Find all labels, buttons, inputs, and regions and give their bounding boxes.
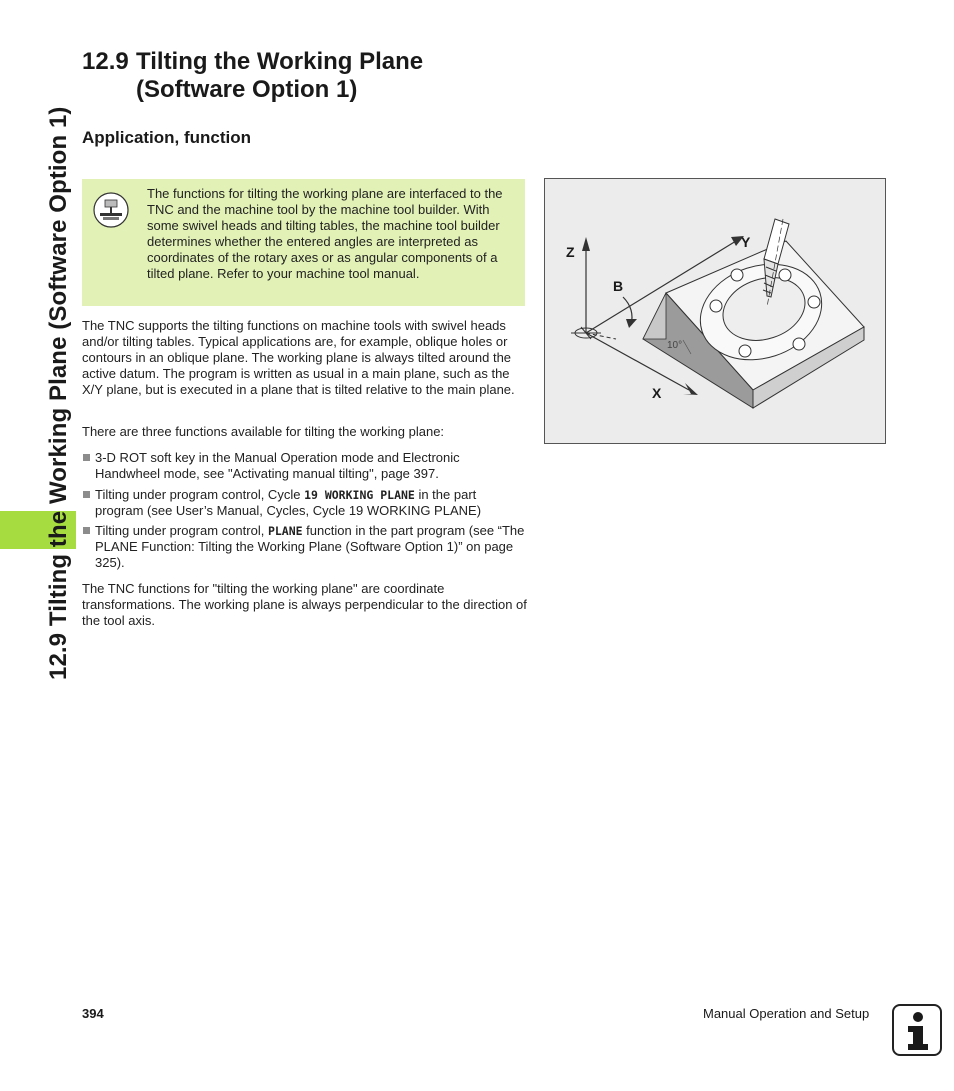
info-icon: [892, 1004, 942, 1056]
angle-label: 10°: [667, 340, 683, 351]
tilted-plane-figure: [544, 178, 886, 444]
list-item: [82, 523, 527, 571]
list-item-text: 3-D ROT soft key in the Manual Operation mode and Electronic Handwheel mode, see "Activating manual tilting", page 397.: [95, 450, 460, 481]
axis-label-z: Z: [566, 244, 575, 260]
bullet-square-icon: [83, 491, 90, 498]
axis-label-x: X: [652, 385, 662, 401]
bullet-square-icon: [83, 454, 90, 461]
list-item-text: function in the part program (see “The PLANE Function: Tilting the Working Plane (Software Option 1)” on page 325).: [95, 523, 525, 570]
footer-section-title: Manual Operation and Setup: [703, 1006, 870, 1021]
code-plane: PLANE: [267, 524, 303, 538]
list-item-text: in the part program (see User’s Manual, Cycles, Cycle 19 WORKING PLANE): [95, 487, 482, 518]
note-box: [82, 179, 525, 306]
list-item-text: Tilting under program control,: [95, 523, 268, 538]
paragraph-transform: The TNC functions for "tilting the working plane" are coordinate transformations. The working plane is always perpendicular to the direction of the tool axis.: [82, 581, 527, 628]
paragraph-functions: There are three functions available for tilting the working plane:: [82, 424, 445, 439]
title-line-1: Tilting the Working Plane: [136, 48, 424, 75]
info-glyph: [894, 1006, 940, 1054]
axis-label-y: Y: [741, 234, 751, 250]
code-cycle-19: 19 WORKING PLANE: [304, 488, 415, 502]
bullet-square-icon: [83, 527, 90, 534]
tilted-plane-diagram: [545, 179, 885, 443]
list-item: [82, 487, 527, 519]
subheading: Application, function: [82, 128, 252, 147]
note-text: The functions for tilting the working plane are interfaced to the TNC and the machine tool by the machine tool builder. With some swivel heads and tilting tables, the machine tool builder determines whether the entered angles are interpreted as coordinates of the rotary axes or as angular components of a tilted plane. Refer to your machine tool manual.: [147, 186, 503, 281]
machine-builder-icon: [93, 192, 129, 228]
list-item-text: Tilting under program control, Cycle: [95, 487, 305, 502]
side-chapter-title: 12.9 Tilting the Working Plane (Software Option 1): [45, 106, 72, 680]
list-item: [82, 450, 527, 482]
paragraph-intro: The TNC supports the tilting functions on machine tools with swivel heads and/or tilting tables. Typical applications are, for example, oblique holes or contours in an oblique plane. The working plane is always tilted around the active datum. The program is written as usual in a main plane, such as the X/Y plane, but is executed in a plane that is tilted relative to the main plane.: [82, 318, 515, 397]
section-number: 12.9: [82, 48, 129, 75]
page-number: 394: [82, 1006, 104, 1021]
axis-label-b: B: [613, 278, 624, 294]
title-line-2: (Software Option 1): [136, 76, 358, 103]
page-title: [82, 48, 423, 104]
